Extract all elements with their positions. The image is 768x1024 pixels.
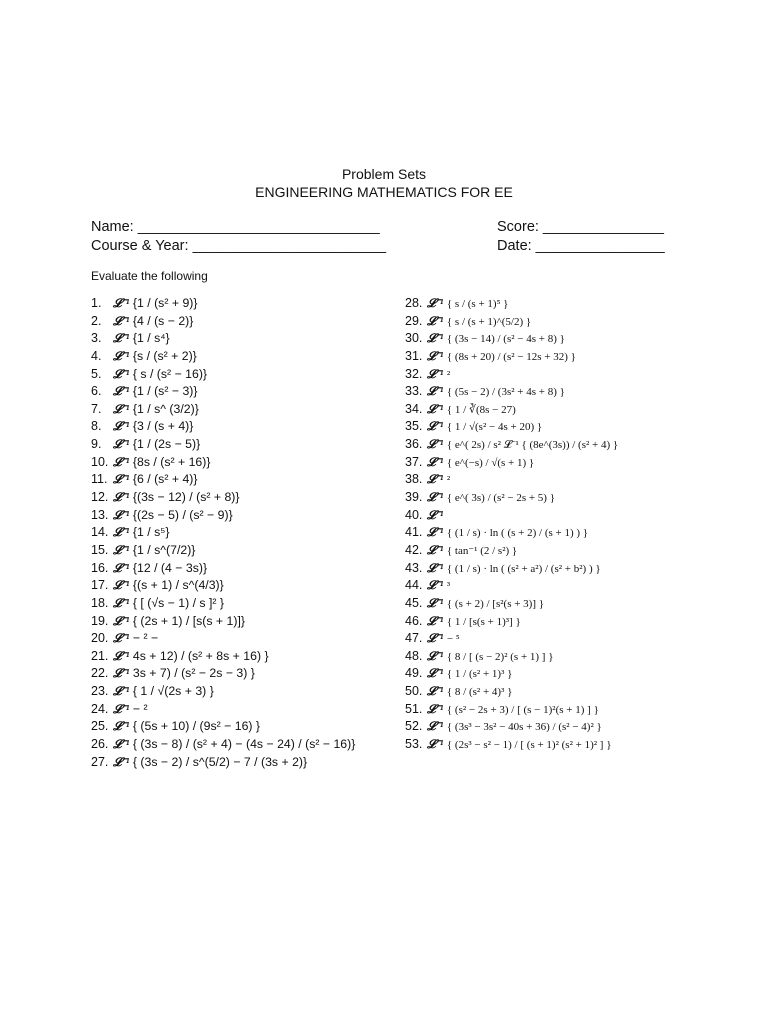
problem-item xyxy=(91,454,391,472)
laplace-inverse-symbol: 𝓛⁻¹ xyxy=(113,754,130,769)
problem-expression: {1 / s^(7/2)} xyxy=(132,542,196,557)
problem-item xyxy=(91,648,391,666)
laplace-inverse-symbol: 𝓛⁻¹ xyxy=(427,437,444,452)
laplace-inverse-symbol: 𝓛⁻¹ xyxy=(427,507,444,522)
problem-number: 46. xyxy=(405,613,423,628)
problem-item xyxy=(91,595,391,613)
laplace-inverse-symbol: 𝓛⁻¹ xyxy=(113,595,130,610)
laplace-inverse-symbol: 𝓛⁻¹ xyxy=(427,578,444,593)
problem-number: 6. xyxy=(91,384,102,399)
problem-item xyxy=(91,736,391,754)
problem-item xyxy=(91,348,391,366)
problem-item xyxy=(91,401,391,419)
problem-expression: {1 / (s² + 9)} xyxy=(132,296,198,310)
problem-list-right xyxy=(405,295,705,754)
problem-expression: { 1 / (s² + 1)³ } xyxy=(446,668,513,681)
laplace-inverse-symbol: 𝓛⁻¹ xyxy=(113,366,130,381)
laplace-inverse-symbol: 𝓛⁻¹ xyxy=(427,560,444,575)
problem-number: 35. xyxy=(405,419,423,434)
problem-item xyxy=(405,560,705,578)
problem-expression: { (3s − 8) / (s² + 4) − (4s − 24) / (s² − 16)} xyxy=(132,737,356,752)
laplace-inverse-symbol: 𝓛⁻¹ xyxy=(113,507,130,522)
laplace-inverse-symbol: 𝓛⁻¹ xyxy=(427,542,444,557)
problem-number: 34. xyxy=(405,401,423,416)
problem-item xyxy=(405,507,705,525)
laplace-inverse-symbol: 𝓛⁻¹ xyxy=(113,560,130,575)
problem-item xyxy=(91,507,391,525)
laplace-inverse-symbol: 𝓛⁻¹ xyxy=(113,490,130,505)
instructions: Evaluate the following xyxy=(91,269,208,283)
problem-item xyxy=(405,736,705,754)
laplace-inverse-symbol: 𝓛⁻¹ xyxy=(113,384,130,399)
problem-item xyxy=(405,330,705,348)
problem-number: 33. xyxy=(405,384,423,399)
problem-number: 41. xyxy=(405,525,423,540)
problem-number: 14. xyxy=(91,525,109,540)
problem-expression: { 1 / ∛(8s − 27) xyxy=(446,403,516,416)
laplace-inverse-symbol: 𝓛⁻¹ xyxy=(113,648,130,663)
problem-expression: {1 / s⁴} xyxy=(132,331,170,346)
laplace-inverse-symbol: 𝓛⁻¹ xyxy=(427,419,444,434)
problem-item xyxy=(91,524,391,542)
problem-item xyxy=(405,542,705,560)
laplace-inverse-symbol: 𝓛⁻¹ xyxy=(427,454,444,469)
problem-expression: {3 / (s + 4)} xyxy=(132,419,194,434)
problem-expression: {1 / (s² − 3)} xyxy=(132,384,198,399)
laplace-inverse-symbol: 𝓛⁻¹ xyxy=(427,525,444,540)
problem-number: 5. xyxy=(91,366,102,381)
problem-number: 31. xyxy=(405,348,423,363)
laplace-inverse-symbol: 𝓛⁻¹ xyxy=(427,490,444,505)
problem-item xyxy=(91,665,391,683)
problem-item xyxy=(91,418,391,436)
problem-number: 2. xyxy=(91,313,102,328)
problem-item xyxy=(405,613,705,631)
problem-item xyxy=(91,489,391,507)
problem-expression: { s / (s² − 16)} xyxy=(132,366,208,381)
laplace-inverse-symbol: 𝓛⁻¹ xyxy=(113,737,130,752)
problem-expression: { (2s + 1) / [s(s + 1)]} xyxy=(132,613,245,628)
problem-expression: 3s + 7) / (s² − 2s − 3) } xyxy=(132,666,255,681)
problem-item xyxy=(405,665,705,683)
laplace-inverse-symbol: 𝓛⁻¹ xyxy=(113,419,130,434)
problem-expression: {(s + 1) / s^(4/3)} xyxy=(132,578,224,593)
date-field: Date: ________________ xyxy=(497,238,665,254)
problem-number: 25. xyxy=(91,719,109,734)
problem-item xyxy=(405,577,705,595)
problem-expression: { (s² − 2s + 3) / [ (s − 1)²(s + 1) ] } xyxy=(446,703,599,716)
laplace-inverse-symbol: 𝓛⁻¹ xyxy=(427,384,444,399)
problem-item xyxy=(91,560,391,578)
problem-number: 49. xyxy=(405,666,423,681)
problem-expression: {s / (s² + 2)} xyxy=(132,348,197,363)
problem-number: 47. xyxy=(405,631,423,646)
problem-number: 9. xyxy=(91,437,102,452)
problem-item xyxy=(91,701,391,719)
problem-item xyxy=(405,383,705,401)
laplace-inverse-symbol: 𝓛⁻¹ xyxy=(427,313,444,328)
problem-expression: {8s / (s² + 16)} xyxy=(132,454,211,469)
problem-item xyxy=(405,348,705,366)
problem-expression: {(2s − 5) / (s² − 9)} xyxy=(132,507,233,522)
problem-item xyxy=(405,524,705,542)
laplace-inverse-symbol: 𝓛⁻¹ xyxy=(427,666,444,681)
problem-expression: { (8s + 20) / (s² − 12s + 32) } xyxy=(446,350,576,363)
problem-number: 42. xyxy=(405,542,423,557)
laplace-inverse-symbol: 𝓛⁻¹ xyxy=(427,737,444,752)
problem-list-left xyxy=(91,295,391,771)
score-field: Score: _______________ xyxy=(497,219,664,235)
problem-expression: { e^( 2s) / s² 𝓛⁻¹ { (8e^(3s)) / (s² + 4) } xyxy=(446,439,619,452)
problem-item xyxy=(405,489,705,507)
problem-item xyxy=(91,383,391,401)
laplace-inverse-symbol: 𝓛⁻¹ xyxy=(427,348,444,363)
problem-number: 51. xyxy=(405,701,423,716)
problem-number: 28. xyxy=(405,296,423,310)
course-year-field: Course & Year: ________________________ xyxy=(91,238,387,254)
laplace-inverse-symbol: 𝓛⁻¹ xyxy=(113,578,130,593)
problem-expression: { (1 / s) · ln ( (s² + a²) / (s² + b²) ) } xyxy=(446,562,601,575)
problem-expression: {(3s − 12) / (s² + 8)} xyxy=(132,490,240,505)
problem-number: 39. xyxy=(405,490,423,505)
problem-number: 36. xyxy=(405,437,423,452)
problem-number: 19. xyxy=(91,613,109,628)
laplace-inverse-symbol: 𝓛⁻¹ xyxy=(427,595,444,610)
problem-number: 45. xyxy=(405,595,423,610)
problem-expression: { s / (s + 1)^(5/2) } xyxy=(446,315,532,328)
problem-expression: { (1 / s) · ln ( (s + 2) / (s + 1) ) } xyxy=(446,527,589,540)
page-subtitle: ENGINEERING MATHEMATICS FOR EE xyxy=(255,184,513,200)
problem-number: 7. xyxy=(91,401,102,416)
problem-expression: ² xyxy=(446,474,451,487)
problem-number: 40. xyxy=(405,507,423,522)
laplace-inverse-symbol: 𝓛⁻¹ xyxy=(427,472,444,487)
problem-item xyxy=(91,754,391,772)
problem-number: 44. xyxy=(405,578,423,593)
problem-item xyxy=(91,718,391,736)
laplace-inverse-symbol: 𝓛⁻¹ xyxy=(427,366,444,381)
laplace-inverse-symbol: 𝓛⁻¹ xyxy=(113,313,130,328)
problem-item xyxy=(405,418,705,436)
problem-number: 8. xyxy=(91,419,102,434)
laplace-inverse-symbol: 𝓛⁻¹ xyxy=(113,296,130,310)
laplace-inverse-symbol: 𝓛⁻¹ xyxy=(113,331,130,346)
laplace-inverse-symbol: 𝓛⁻¹ xyxy=(427,401,444,416)
problem-item xyxy=(405,401,705,419)
problem-expression: { 1 / √(s² − 4s + 20) } xyxy=(446,421,543,434)
laplace-inverse-symbol: 𝓛⁻¹ xyxy=(113,666,130,681)
problem-item xyxy=(405,648,705,666)
problem-item xyxy=(405,471,705,489)
problem-expression: { (s + 2) / [s²(s + 3)] } xyxy=(446,597,545,610)
problem-number: 30. xyxy=(405,331,423,346)
problem-expression: { (3s − 2) / s^(5/2) − 7 / (3s + 2)} xyxy=(132,754,308,769)
problem-number: 17. xyxy=(91,578,109,593)
laplace-inverse-symbol: 𝓛⁻¹ xyxy=(427,684,444,699)
laplace-inverse-symbol: 𝓛⁻¹ xyxy=(113,454,130,469)
problem-expression: {6 / (s² + 4)} xyxy=(132,472,198,487)
laplace-inverse-symbol: 𝓛⁻¹ xyxy=(113,684,130,699)
laplace-inverse-symbol: 𝓛⁻¹ xyxy=(427,296,444,310)
laplace-inverse-symbol: 𝓛⁻¹ xyxy=(427,631,444,646)
problem-item xyxy=(405,630,705,648)
problem-item xyxy=(91,542,391,560)
problem-expression: ³ xyxy=(446,580,451,593)
problem-expression: { (2s³ − s² − 1) / [ (s + 1)² (s² + 1)² ] } xyxy=(446,739,612,752)
problem-number: 29. xyxy=(405,313,423,328)
problem-expression: {12 / (4 − 3s)} xyxy=(132,560,208,575)
problem-item xyxy=(405,313,705,331)
problem-number: 48. xyxy=(405,648,423,663)
problem-expression: { e^(−s) / √(s + 1) } xyxy=(446,456,535,469)
problem-number: 37. xyxy=(405,454,423,469)
problem-number: 3. xyxy=(91,331,102,346)
problem-item xyxy=(405,366,705,384)
laplace-inverse-symbol: 𝓛⁻¹ xyxy=(113,472,130,487)
problem-number: 20. xyxy=(91,631,109,646)
problem-number: 23. xyxy=(91,684,109,699)
problem-number: 38. xyxy=(405,472,423,487)
problem-item xyxy=(405,436,705,454)
problem-expression: { (3s³ − 3s² − 40s + 36) / (s² − 4)² } xyxy=(446,721,602,734)
laplace-inverse-symbol: 𝓛⁻¹ xyxy=(113,719,130,734)
page-title: Problem Sets xyxy=(341,166,427,182)
laplace-inverse-symbol: 𝓛⁻¹ xyxy=(113,701,130,716)
problem-item xyxy=(405,454,705,472)
laplace-inverse-symbol: 𝓛⁻¹ xyxy=(427,613,444,628)
problem-expression: { e^( 3s) / (s² − 2s + 5) } xyxy=(446,492,555,505)
problem-number: 27. xyxy=(91,754,109,769)
problem-number: 43. xyxy=(405,560,423,575)
problem-item xyxy=(91,366,391,384)
problem-expression: { (5s + 10) / (9s² − 16) } xyxy=(132,719,261,734)
problem-expression: 4s + 12) / (s² + 8s + 16) } xyxy=(132,648,269,663)
problem-number: 26. xyxy=(91,737,109,752)
problem-expression: {1 / s^ (3/2)} xyxy=(132,401,199,416)
problem-expression: { (3s − 14) / (s² − 4s + 8) } xyxy=(446,333,565,346)
problem-number: 11. xyxy=(91,472,108,487)
problem-number: 12. xyxy=(91,490,109,505)
laplace-inverse-symbol: 𝓛⁻¹ xyxy=(113,525,130,540)
problem-expression: {1 / (2s − 5)} xyxy=(132,437,201,452)
problem-expression: { tan⁻¹ (2 / s²) } xyxy=(446,544,518,557)
laplace-inverse-symbol: 𝓛⁻¹ xyxy=(427,719,444,734)
laplace-inverse-symbol: 𝓛⁻¹ xyxy=(113,542,130,557)
problem-expression: {1 / s⁵} xyxy=(132,525,170,540)
problem-number: 52. xyxy=(405,719,423,734)
problem-number: 15. xyxy=(91,542,109,557)
problem-item xyxy=(91,436,391,454)
problem-number: 24. xyxy=(91,701,109,716)
problem-item xyxy=(91,577,391,595)
problem-number: 13. xyxy=(91,507,109,522)
laplace-inverse-symbol: 𝓛⁻¹ xyxy=(113,401,130,416)
problem-number: 4. xyxy=(91,348,102,363)
problem-item xyxy=(405,595,705,613)
problem-expression: { 8 / [ (s − 2)² (s + 1) ] } xyxy=(446,650,554,663)
problem-number: 10. xyxy=(91,454,109,469)
problem-number: 18. xyxy=(91,595,109,610)
problem-expression: { 8 / (s² + 4)³ } xyxy=(446,686,513,699)
problem-expression: − ² − xyxy=(132,631,159,646)
laplace-inverse-symbol: 𝓛⁻¹ xyxy=(113,348,130,363)
laplace-inverse-symbol: 𝓛⁻¹ xyxy=(113,631,130,646)
problem-expression: {4 / (s − 2)} xyxy=(132,313,194,328)
problem-expression: − ² xyxy=(132,701,148,716)
problem-number: 53. xyxy=(405,737,423,752)
problem-item xyxy=(91,471,391,489)
problem-item xyxy=(91,683,391,701)
problem-number: 1. xyxy=(91,296,102,310)
problem-item xyxy=(91,630,391,648)
problem-expression: { (5s − 2) / (3s² + 4s + 8) } xyxy=(446,386,565,399)
problem-item xyxy=(91,330,391,348)
problem-item xyxy=(405,295,705,313)
problem-expression: { 1 / [s(s + 1)³] } xyxy=(446,615,521,628)
laplace-inverse-symbol: 𝓛⁻¹ xyxy=(427,331,444,346)
problem-item xyxy=(91,313,391,331)
problem-expression: − ⁵ xyxy=(446,633,460,646)
problem-expression: { s / (s + 1)⁵ } xyxy=(446,298,509,310)
problem-item xyxy=(405,718,705,736)
problem-expression: { [ (√s − 1) / s ]² } xyxy=(132,595,225,610)
problem-number: 32. xyxy=(405,366,423,381)
problem-expression: ² xyxy=(446,368,451,381)
problem-number: 16. xyxy=(91,560,109,575)
problem-item xyxy=(405,683,705,701)
problem-number: 21. xyxy=(91,648,109,663)
problem-item xyxy=(91,613,391,631)
name-field: Name: ______________________________ xyxy=(91,219,380,235)
problem-item xyxy=(405,701,705,719)
problem-expression: { 1 / √(2s + 3) } xyxy=(132,684,214,699)
laplace-inverse-symbol: 𝓛⁻¹ xyxy=(113,437,130,452)
laplace-inverse-symbol: 𝓛⁻¹ xyxy=(113,613,130,628)
problem-number: 22. xyxy=(91,666,109,681)
laplace-inverse-symbol: 𝓛⁻¹ xyxy=(427,648,444,663)
problem-item xyxy=(91,295,391,313)
laplace-inverse-symbol: 𝓛⁻¹ xyxy=(427,701,444,716)
problem-number: 50. xyxy=(405,684,423,699)
